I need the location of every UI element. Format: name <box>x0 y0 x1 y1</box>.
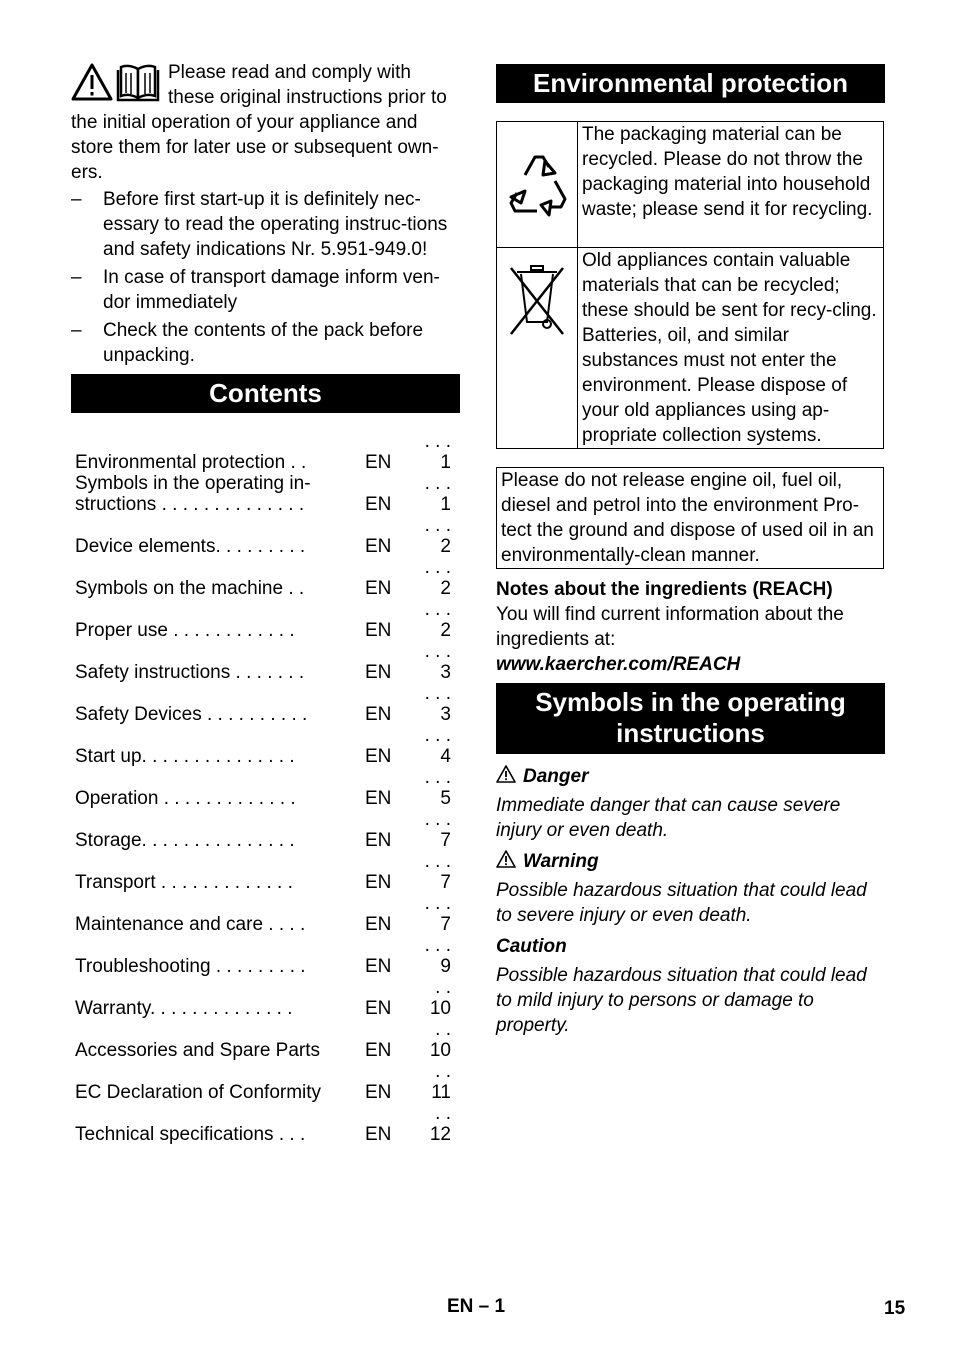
contents-page: . . . 2 <box>424 515 451 557</box>
reach-heading: Notes about the ingredients (REACH) <box>496 579 833 600</box>
table-row <box>71 1061 460 1103</box>
contents-title: EC Declaration of Conformity <box>75 1082 322 1103</box>
caution-text: Possible hazardous situation that could lead to mild injury to persons or damage to property. <box>496 965 867 1036</box>
contents-page: . . . 3 <box>424 641 451 683</box>
disposal-table <box>496 121 884 449</box>
warning-triangle-icon <box>496 850 516 868</box>
table-row <box>71 809 460 851</box>
contents-title: Warranty. . . . . . . . . . . . . . <box>75 998 293 1019</box>
contents-language: EN <box>365 620 392 641</box>
table-row <box>71 515 460 557</box>
warning-text: Possible hazardous situation that could lead to severe injury or even death. <box>496 880 867 926</box>
contents-page: . . . 2 <box>424 557 451 599</box>
recycle-text: The packaging material can be recycled. Please do not throw the packaging material into household waste; please send it for recycling. <box>578 122 884 248</box>
list-item: – In case of transport damage inform ven-dor immediately <box>71 267 440 313</box>
reach-link[interactable]: www.kaercher.com/REACH <box>496 654 741 675</box>
environmental-protection-heading: Environmental protection <box>496 64 885 103</box>
contents-page: . . . 2 <box>424 599 451 641</box>
table-row <box>71 767 460 809</box>
contents-language: EN <box>365 494 392 515</box>
table-row <box>71 1019 460 1061</box>
contents-title: Safety Devices . . . . . . . . . . <box>75 704 308 725</box>
contents-language: EN <box>365 704 392 725</box>
contents-page: . . . 9 <box>424 935 451 977</box>
table-row <box>71 977 460 1019</box>
contents-page: . . 10 <box>429 1019 451 1061</box>
table-row <box>497 122 884 248</box>
warning-label: Warning <box>496 849 885 874</box>
list-item: – Before first start-up it is definitely nec-essary to read the operating instruc-tions and safety indications Nr. 5.951-949.0! <box>71 189 448 260</box>
contents-title: Symbols on the machine . . <box>75 578 305 599</box>
contents-language: EN <box>365 914 392 935</box>
contents-language: EN <box>365 956 392 977</box>
contents-title: Symbols in the operating in-structions . . . . . . . . . . . . . . <box>75 473 311 515</box>
contents-title: Device elements. . . . . . . . . <box>75 536 306 557</box>
caution-label: Caution <box>496 936 567 957</box>
intro-block <box>71 60 460 185</box>
contents-language: EN <box>365 662 392 683</box>
contents-page: . . . 1 <box>424 431 451 473</box>
footer-language-page: EN – 1 <box>447 1296 506 1317</box>
contents-page: . . 10 <box>429 977 451 1019</box>
table-row <box>497 248 884 449</box>
danger-label: Danger <box>496 764 885 789</box>
table-row <box>71 557 460 599</box>
left-column <box>71 60 460 1145</box>
contents-title: Troubleshooting . . . . . . . . . <box>75 956 306 977</box>
recycling-icon <box>499 145 575 225</box>
warning-and-manual-icon <box>71 62 164 102</box>
contents-language: EN <box>365 872 392 893</box>
contents-heading: Contents <box>71 374 460 413</box>
footer-page-number: 15 <box>884 1298 906 1319</box>
contents-title: Operation . . . . . . . . . . . . . <box>75 788 296 809</box>
contents-page: . . 11 <box>431 1061 451 1103</box>
contents-language: EN <box>365 746 392 767</box>
table-row <box>71 431 460 473</box>
crossed-out-bin-icon <box>507 260 567 340</box>
danger-text: Immediate danger that can cause severe injury or even death. <box>496 795 841 841</box>
table-row <box>71 1103 460 1145</box>
contents-page: . . . 4 <box>424 725 451 767</box>
intro-text: Please read and comply with these original instructions prior to the initial operation of your appliance and store them for later use or subsequent own-ers. <box>71 62 447 183</box>
intro-bullet-list <box>71 187 460 368</box>
table-row <box>71 851 460 893</box>
contents-language: EN <box>365 788 392 809</box>
contents-page: . . . 1 <box>424 473 451 515</box>
contents-title: Transport . . . . . . . . . . . . . <box>75 872 293 893</box>
contents-title: Safety instructions . . . . . . . <box>75 662 305 683</box>
symbols-heading: Symbols in the operating instructions <box>496 683 885 754</box>
reach-text: You will find current information about the ingredients at: <box>496 604 844 650</box>
contents-title: Environmental protection . . <box>75 452 307 473</box>
table-row <box>71 725 460 767</box>
contents-title: Technical specifications . . . <box>75 1124 306 1145</box>
contents-page: . . . 7 <box>424 851 451 893</box>
contents-title: Storage. . . . . . . . . . . . . . . <box>75 830 295 851</box>
contents-language: EN <box>365 1124 392 1145</box>
contents-title: Accessories and Spare Parts <box>75 1040 321 1061</box>
list-item: – Check the contents of the pack before unpacking. <box>71 320 424 366</box>
contents-page: . . . 7 <box>424 809 451 851</box>
contents-title: Proper use . . . . . . . . . . . . <box>75 620 295 641</box>
contents-language: EN <box>365 452 392 473</box>
contents-language: EN <box>365 536 392 557</box>
table-row <box>71 473 460 515</box>
contents-language: EN <box>365 1040 392 1061</box>
contents-page: . . . 7 <box>424 893 451 935</box>
contents-title: Start up. . . . . . . . . . . . . . . <box>75 746 295 767</box>
contents-language: EN <box>365 830 392 851</box>
table-row <box>71 683 460 725</box>
table-row <box>71 893 460 935</box>
oil-notice-box: Please do not release engine oil, fuel oil, diesel and petrol into the environment Pro-tect the ground and dispose of used oil in an environmentally-clean manner. <box>496 467 884 569</box>
right-column <box>496 64 885 1038</box>
contents-title: Maintenance and care . . . . <box>75 914 306 935</box>
table-row <box>71 599 460 641</box>
contents-language: EN <box>365 578 392 599</box>
contents-language: EN <box>365 1082 392 1103</box>
contents-page: . . . 3 <box>424 683 451 725</box>
table-row <box>71 935 460 977</box>
bin-icon-cell <box>497 248 578 449</box>
warning-triangle-icon <box>496 765 516 783</box>
weee-text: Old appliances contain valuable materials that can be recycled; these should be sent for recy-cling. Batteries, oil, and similar substances must not enter the environment. Please dispose of your old appliances using ap-propriate collection systems. <box>578 248 884 449</box>
contents-page: . . . 5 <box>424 767 451 809</box>
recycling-icon-cell <box>497 122 578 248</box>
contents-language: EN <box>365 998 392 1019</box>
table-row <box>71 641 460 683</box>
contents-table <box>71 431 460 1145</box>
contents-page: . . 12 <box>429 1103 451 1145</box>
